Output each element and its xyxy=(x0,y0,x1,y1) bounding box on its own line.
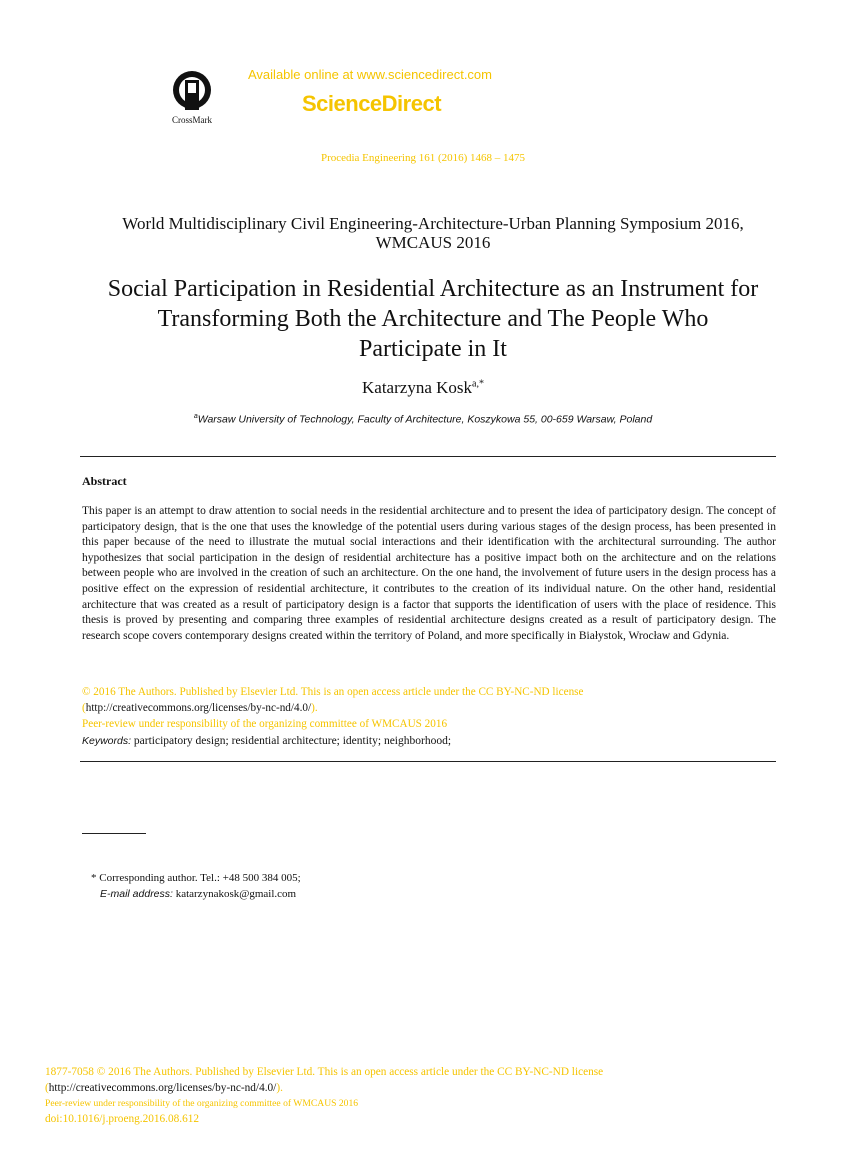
title-line-2: Transforming Both the Architecture and The People Who xyxy=(157,306,709,332)
keywords-list: participatory design; residential architecture; identity; neighborhood; xyxy=(133,735,452,747)
author-marks: a,* xyxy=(472,378,484,390)
conference-line-1: World Multidisciplinary Civil Engineering-Architecture-Urban Planning Symposium 2016, xyxy=(122,214,744,233)
available-online-link[interactable]: Available online at www.sciencedirect.com xyxy=(248,67,492,82)
conference-line-2: WMCAUS 2016 xyxy=(375,233,491,252)
footer-doi[interactable]: doi:10.1016/j.proeng.2016.08.612 xyxy=(45,1113,200,1125)
abstract-heading: Abstract xyxy=(82,474,127,488)
article-title xyxy=(60,274,806,364)
sciencedirect-logo[interactable]: ScienceDirect xyxy=(302,91,442,116)
email-address[interactable]: katarzynakosk@gmail.com xyxy=(175,888,297,900)
abstract-text: This paper is an attempt to draw attention to social needs in the residential architecture and to present the idea of participatory design. The concept of participatory design, that is the one that uses the knowledge of the potential users during various stages of the design process, has been presented in this paper because of the need to illustrate the mutual social interactions and their identification with the architectural surrounding. The author hypothesizes that social participation in the design of residential architecture has a positive impact both on the architecture and on the relations between people who are involved in the creation of such an architecture. On the one hand, the involvement of future users in the design process has a positive effect on the expression of residential architecture, it contributes to the creation of its individual nature. On the other hand, residential architecture that was created as a result of participatory design is a factor that supports the identification of users with the place of residence. This thesis is proved by presenting and comparing three examples of residential architecture designs created as a result of participatory design. The research scope covers contemporary designs created within the territory of Poland, and more specifically in Białystok, Wrocław and Gdynia. xyxy=(82,505,776,642)
footer-close-paren: ). xyxy=(276,1082,283,1094)
keywords xyxy=(82,735,451,747)
license-url-link[interactable]: http://creativecommons.org/licenses/by-nc-nd/4.0/ xyxy=(85,702,312,714)
crossmark-logo[interactable] xyxy=(166,70,218,125)
affiliation xyxy=(0,413,846,426)
author xyxy=(0,378,846,398)
footer-peer-review: Peer-review under responsibility of the organizing committee of WMCAUS 2016 xyxy=(45,1098,359,1109)
footer-issn-license: 1877-7058 © 2016 The Authors. Published by Elsevier Ltd. This is an open access article under the CC BY-NC-ND license xyxy=(45,1066,604,1078)
affiliation-mark: a xyxy=(193,413,198,420)
top-divider xyxy=(80,456,776,457)
conference-name xyxy=(60,214,806,252)
title-line-3: Participate in It xyxy=(359,336,507,362)
keywords-label: Keywords: xyxy=(82,735,132,747)
license-close-paren: ). xyxy=(311,702,318,714)
corresponding-author: * Corresponding author. Tel.: +48 500 384 005; xyxy=(91,872,301,884)
license-url-line xyxy=(82,702,318,714)
bottom-divider xyxy=(80,761,776,762)
affiliation-text: Warsaw University of Technology, Faculty of Architecture, Koszykowa 55, 00-659 Warsaw, Poland xyxy=(197,413,653,426)
footer-open-paren: ( xyxy=(45,1082,49,1094)
crossmark-label: CrossMark xyxy=(172,115,212,125)
title-line-1: Social Participation in Residential Architecture as an Instrument for xyxy=(107,276,759,302)
license-line: © 2016 The Authors. Published by Elsevier Ltd. This is an open access article under the CC BY-NC-ND license xyxy=(82,686,584,698)
footnote-rule xyxy=(82,833,146,834)
crossmark-icon xyxy=(172,70,212,114)
email-line xyxy=(100,888,296,900)
footer-url-line xyxy=(45,1082,283,1094)
license-open-paren: ( xyxy=(82,702,86,714)
journal-citation: Procedia Engineering 161 (2016) 1468 – 1475 xyxy=(320,152,526,164)
footer-license-url-link[interactable]: http://creativecommons.org/licenses/by-nc-nd/4.0/ xyxy=(48,1082,277,1094)
author-name: Katarzyna Kosk xyxy=(362,378,473,397)
email-label: E-mail address: xyxy=(100,888,173,900)
peer-review-line: Peer-review under responsibility of the organizing committee of WMCAUS 2016 xyxy=(82,718,448,730)
